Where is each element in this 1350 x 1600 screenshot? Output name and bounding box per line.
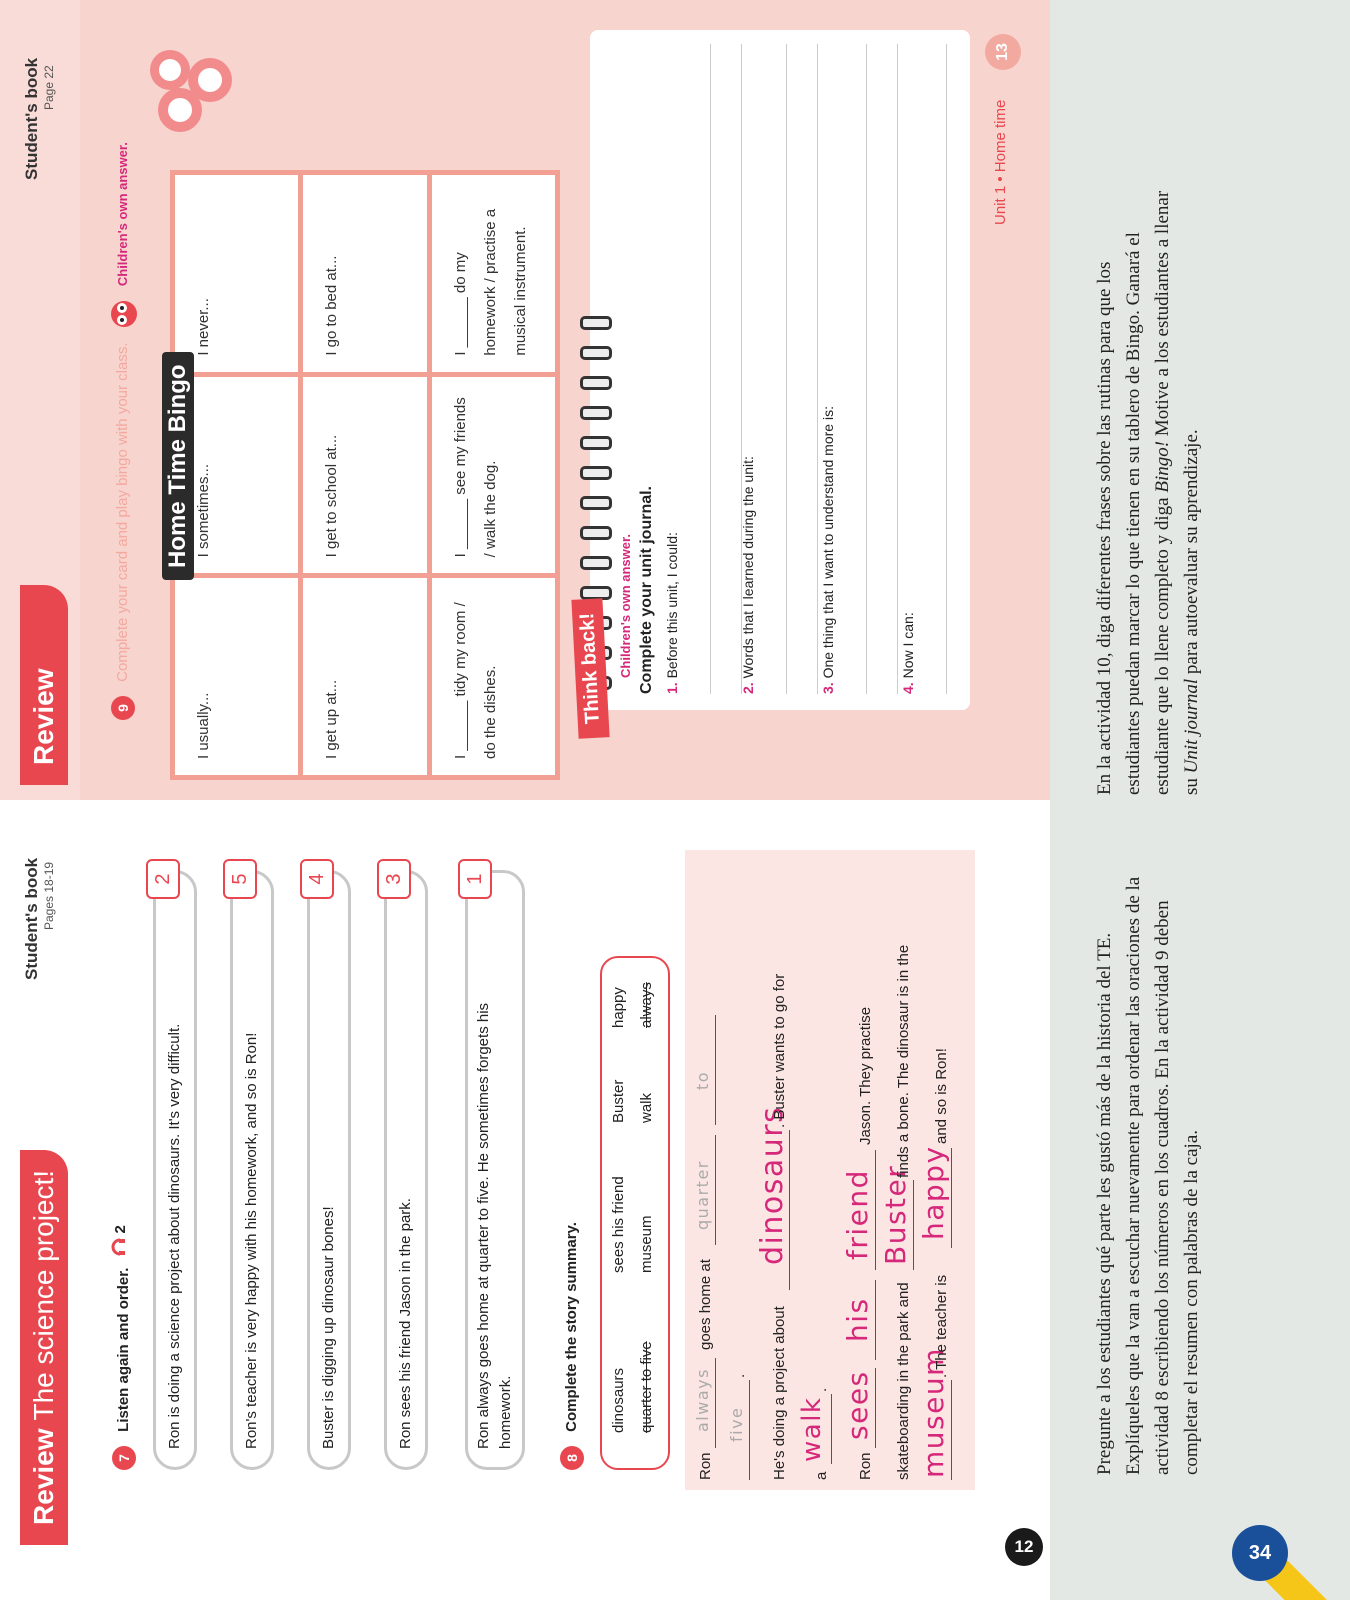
unit-journal-notebook	[590, 30, 970, 710]
teacher-note-right-part: para autoevaluar su aprendizaje.	[1181, 429, 1202, 679]
summary-answer: his	[841, 1297, 874, 1342]
summary-period: .	[813, 1387, 830, 1392]
order-sentence	[384, 870, 428, 1470]
word-bank-item: dinosaurs	[610, 1367, 627, 1433]
writing-line[interactable]	[787, 44, 818, 694]
activity8-number: 8	[560, 1446, 584, 1470]
writing-line[interactable]	[867, 44, 898, 694]
audio-track-number: 2	[111, 1225, 129, 1234]
answer-blank[interactable]	[715, 1135, 716, 1245]
summary-answer: to	[693, 1070, 712, 1090]
student-book-pages: Pages 18-19	[42, 861, 56, 930]
summary-answer: Buster	[879, 1164, 912, 1265]
activity8-instruction-row	[560, 1222, 584, 1470]
order-number-box[interactable]: 4	[300, 859, 334, 899]
student-book-page: Page 22	[42, 65, 56, 110]
review-tab-title: The science project!	[28, 1169, 59, 1421]
summary-answer: dinosaurs	[755, 1105, 790, 1265]
student-book-label: Student's book	[22, 857, 41, 980]
order-sentence	[307, 870, 351, 1470]
activity9-answer-note: Children's own answer.	[114, 142, 130, 287]
writing-line[interactable]	[711, 44, 742, 694]
journal-item	[664, 44, 742, 694]
order-sentence	[465, 870, 525, 1470]
answer-blank[interactable]	[875, 1150, 876, 1270]
teacher-note-left: Pregunte a los estudiantes qué parte les gustó más de la historia del TE. Explíqueles que la van a escuchar nuevamente para ordenar las oraciones de la actividad 8 escribiendo los números en los cuadros. En la actividad 9 deben completar el resumen con palabras de la caja.	[1094, 876, 1202, 1475]
summary-text: Jason. They practise	[857, 1006, 874, 1145]
spiral-ring	[580, 466, 612, 480]
summary-answer: happy	[917, 1145, 950, 1240]
bingo-cell[interactable]: I get up at...	[303, 578, 426, 775]
bingo-cell[interactable]: I usually...	[175, 578, 298, 775]
summary-answer: sees	[841, 1370, 874, 1440]
sentence-text: Ron's teacher is very happy with his homework, and so is Ron!	[243, 1032, 260, 1449]
order-number-box[interactable]: 5	[223, 859, 257, 899]
journal-item-number: 2.	[740, 682, 756, 694]
bingo-cell[interactable]: I ______ tidy my room / do the dishes.	[432, 578, 555, 775]
unit-footer	[992, 100, 1009, 225]
writing-line[interactable]	[836, 44, 867, 694]
bingo-cell[interactable]: I ______ do my homework / practise a musical instrument.	[432, 175, 555, 372]
answer-blank[interactable]	[875, 1280, 876, 1360]
word-bank-item: sees his friend	[610, 1176, 627, 1273]
answer-blank[interactable]	[913, 1180, 914, 1270]
answer-blank[interactable]	[715, 1358, 716, 1448]
answer-blank[interactable]	[749, 1380, 750, 1480]
order-number-box[interactable]: 1	[458, 859, 492, 899]
summary-answer: five	[727, 1406, 746, 1442]
spiral-ring	[580, 376, 612, 390]
review-tab	[20, 585, 68, 785]
student-book-label: Student's book	[22, 57, 41, 180]
left-page-header	[0, 800, 80, 1600]
journal-item-number: 3.	[820, 682, 836, 694]
word-bank-item: museum	[638, 1215, 655, 1273]
teacher-note-right-emph: Bingo!	[1152, 440, 1173, 493]
spiral-ring	[580, 496, 612, 510]
spiral-ring	[580, 526, 612, 540]
spiral-ring	[580, 436, 612, 450]
summary-text: skateboarding in the park and	[895, 1282, 912, 1480]
summary-text: Ron	[857, 1452, 874, 1480]
summary-text: He's doing a project about	[771, 1306, 788, 1480]
teacher-note-right-part: Motive a los estudiantes a llenar su	[1152, 190, 1202, 795]
sidebar-corner	[1232, 1525, 1350, 1600]
journal-item	[900, 44, 947, 694]
bingo-cell[interactable]: I go to bed at...	[303, 175, 426, 372]
summary-text: Ron	[697, 1452, 714, 1480]
writing-line[interactable]	[680, 44, 711, 694]
answer-blank[interactable]	[831, 1394, 832, 1464]
word-bank-item: walk	[638, 1092, 655, 1123]
summary-text: and so is Ron!	[933, 1048, 950, 1144]
summary-answer: quarter	[693, 1160, 712, 1230]
summary-answer: walk	[797, 1396, 827, 1462]
review-tab-label: Review	[28, 668, 59, 765]
activity9-number: 9	[111, 696, 135, 720]
journal-item-number: 1.	[664, 682, 680, 694]
bingo-cell[interactable]: I get to school at...	[303, 377, 426, 574]
teacher-note-right	[1090, 175, 1206, 795]
left-page-number: 12	[1005, 1528, 1043, 1566]
journal-item-text: Now I can:	[900, 612, 916, 679]
sentence-text: Ron is doing a science project about dinosaurs. It's very difficult.	[166, 1023, 183, 1449]
journal-item-text: One thing that I want to understand more is:	[820, 406, 836, 679]
summary-answer: always	[693, 1368, 712, 1432]
word-bank-item: quarter to five	[638, 1341, 655, 1433]
sidebar-page-number: 34	[1232, 1525, 1288, 1581]
audio-track[interactable]	[108, 1225, 132, 1257]
sentence-text: Buster is digging up dinosaur bones!	[320, 1206, 337, 1449]
journal-item	[740, 44, 818, 694]
order-sentence	[230, 870, 274, 1470]
think-back-label: Think back!	[571, 598, 609, 739]
order-sentence	[153, 870, 197, 1470]
journal-item	[820, 44, 898, 694]
bingo-cell[interactable]: I sometimes...	[175, 377, 298, 574]
answer-blank[interactable]	[951, 1148, 952, 1248]
story-summary-card	[685, 850, 975, 1490]
activity9-instruction-row	[108, 142, 138, 720]
bingo-title: Home Time Bingo	[162, 352, 194, 580]
owl-icon	[108, 296, 138, 332]
bingo-cell[interactable]: I never...	[175, 175, 298, 372]
journal-heading: Complete your unit journal.	[638, 485, 655, 694]
sentence-text: Ron always goes home at quarter to five. He sometimes forgets his homework.	[475, 1002, 514, 1449]
activity7-instruction-row	[108, 1225, 136, 1470]
summary-text: a	[813, 1471, 830, 1480]
journal-item-number: 4.	[900, 682, 916, 694]
activity9-instruction: Complete your card and play bingo with your class.	[113, 342, 131, 682]
order-number-box[interactable]: 3	[377, 859, 411, 899]
footer-bullet: •	[992, 172, 1009, 182]
review-title-tab	[20, 1150, 68, 1545]
bingo-balls-icon	[150, 30, 255, 140]
headphones-icon	[108, 1237, 132, 1257]
spiral-ring	[580, 406, 612, 420]
activity7-instruction: Listen again and order.	[115, 1267, 132, 1432]
word-bank-item: always	[638, 982, 655, 1028]
writing-line[interactable]	[916, 44, 947, 694]
summary-text: finds a bone. The dinosaur is in the	[895, 944, 912, 1178]
word-bank-item: happy	[610, 987, 627, 1028]
activity7-number: 7	[112, 1446, 136, 1470]
left-page-body	[80, 800, 1050, 1600]
footer-section: Home time	[992, 99, 1009, 173]
journal-item-text: Before this unit, I could:	[664, 532, 680, 679]
review-tab-bold: Review	[28, 1428, 59, 1525]
spiral-ring	[580, 346, 612, 360]
right-page-body	[80, 0, 1050, 800]
think-back-answer-note: Children's own answer.	[618, 534, 633, 678]
summary-text: . The teacher is	[933, 1274, 950, 1378]
right-page-number: 13	[985, 34, 1021, 70]
answer-blank[interactable]	[715, 1015, 716, 1125]
answer-blank[interactable]	[951, 1380, 952, 1480]
bingo-grid	[170, 170, 560, 780]
summary-period: .	[731, 1373, 748, 1378]
activity8-instruction: Complete the story summary.	[562, 1222, 580, 1432]
teacher-note-right-part: En la actividad 10, diga diferentes frases sobre las rutinas para que los estudiantes puedan marcar lo que tienen en su tablero de Bingo. Ganará el estudiante que lo llene completo y diga	[1094, 232, 1173, 795]
summary-answer: friend	[841, 1169, 874, 1260]
footer-unit: Unit 1	[992, 185, 1009, 225]
right-page-header	[0, 0, 80, 800]
summary-text: goes home at	[697, 1259, 714, 1350]
spiral-ring	[580, 556, 612, 570]
word-bank	[600, 956, 670, 1470]
answer-blank[interactable]	[875, 1368, 876, 1448]
summary-text: . Buster wants to go for	[771, 973, 788, 1128]
journal-item-text: Words that I learned during the unit:	[740, 456, 756, 679]
bingo-cell[interactable]: I ______ see my friends / walk the dog.	[432, 377, 555, 574]
spiral-ring	[580, 316, 612, 330]
order-number-box[interactable]: 2	[146, 859, 180, 899]
sentence-text: Ron sees his friend Jason in the park.	[397, 1198, 414, 1449]
teacher-note-right-emph: Unit journal	[1181, 678, 1202, 774]
word-bank-item: Buster	[610, 1079, 627, 1123]
writing-line[interactable]	[756, 44, 787, 694]
summary-answer: museum	[917, 1347, 950, 1478]
